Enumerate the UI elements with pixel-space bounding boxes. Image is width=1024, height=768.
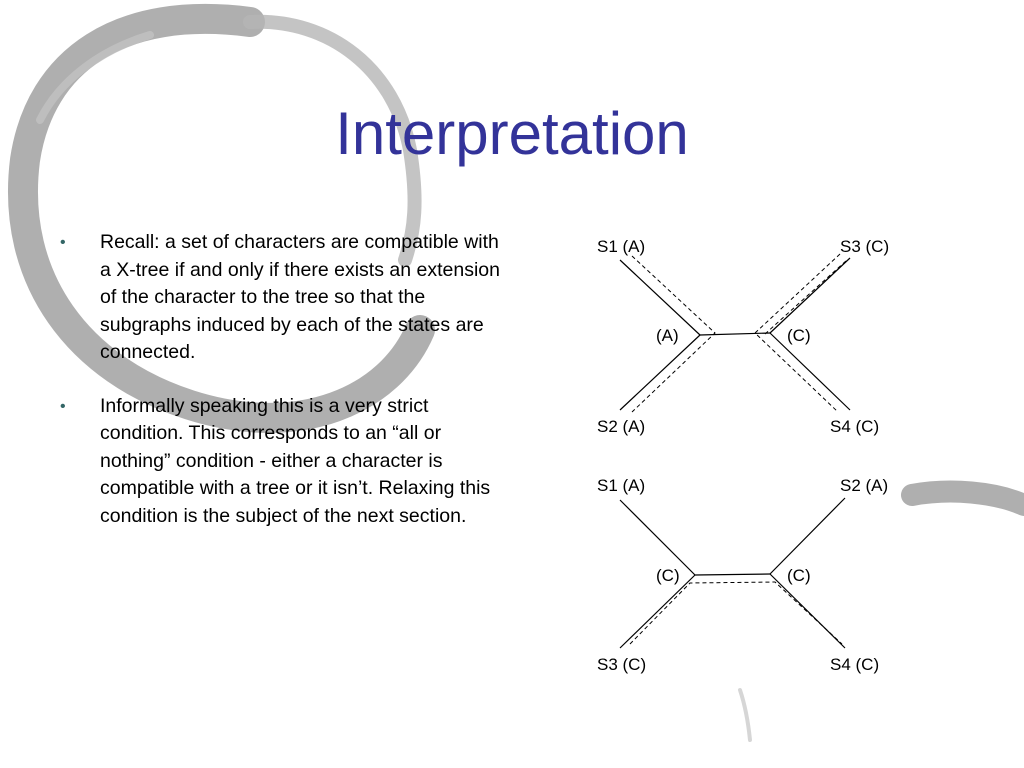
slide-title: Interpretation (335, 100, 689, 167)
tree-diagrams (560, 220, 920, 700)
bullet-marker: • (60, 397, 66, 415)
tree1-leaf-bottom-left: S2 (A) (597, 417, 646, 436)
tree2-leaf-top-right: S2 (A) (840, 476, 889, 495)
tree1-edge (700, 333, 770, 335)
tree1-leaf-top-left: S1 (A) (597, 237, 646, 256)
bullet-item (60, 229, 500, 367)
tree-1 (597, 237, 889, 436)
bullet-text: Recall: a set of characters are compatible with a X-tree if and only if there exists an extension of the character to the tree so that the subgraphs induced by each of the states are connected. (100, 231, 500, 363)
tree2-edge (620, 500, 695, 575)
tree2-leaf-top-left: S1 (A) (597, 476, 646, 495)
tree1-leaf-top-right: S3 (C) (840, 237, 890, 256)
tree2-edge (695, 574, 770, 575)
tree2-internal-right: (C) (787, 566, 811, 585)
bullet-item (60, 393, 500, 531)
tree2-edge (620, 575, 695, 648)
tree2-leaf-bottom-left: S3 (C) (597, 655, 647, 674)
tree1-edge (770, 258, 850, 333)
tree2-edge (770, 574, 845, 648)
tree-2 (597, 476, 888, 674)
tree1-edge (620, 260, 700, 335)
tree1-state-c-path (765, 260, 847, 334)
tree1-leaf-bottom-right: S4 (C) (830, 417, 880, 436)
tree1-internal-right: (C) (787, 326, 811, 345)
bullet-marker: • (60, 234, 66, 251)
tree1-internal-left: (A) (656, 326, 679, 345)
tree1-edge (620, 335, 700, 410)
bullet-text: Informally speaking this is a very strict condition. This corresponds to an “all or nothing” condition - either a character is compatible with a tree or it isn’t. Relaxing this condition is the subject of the next section. (100, 394, 491, 527)
tree2-leaf-bottom-right: S4 (C) (830, 655, 880, 674)
bullet-list (60, 229, 500, 556)
tree2-edge (770, 498, 845, 574)
tree2-internal-left: (C) (656, 566, 680, 585)
